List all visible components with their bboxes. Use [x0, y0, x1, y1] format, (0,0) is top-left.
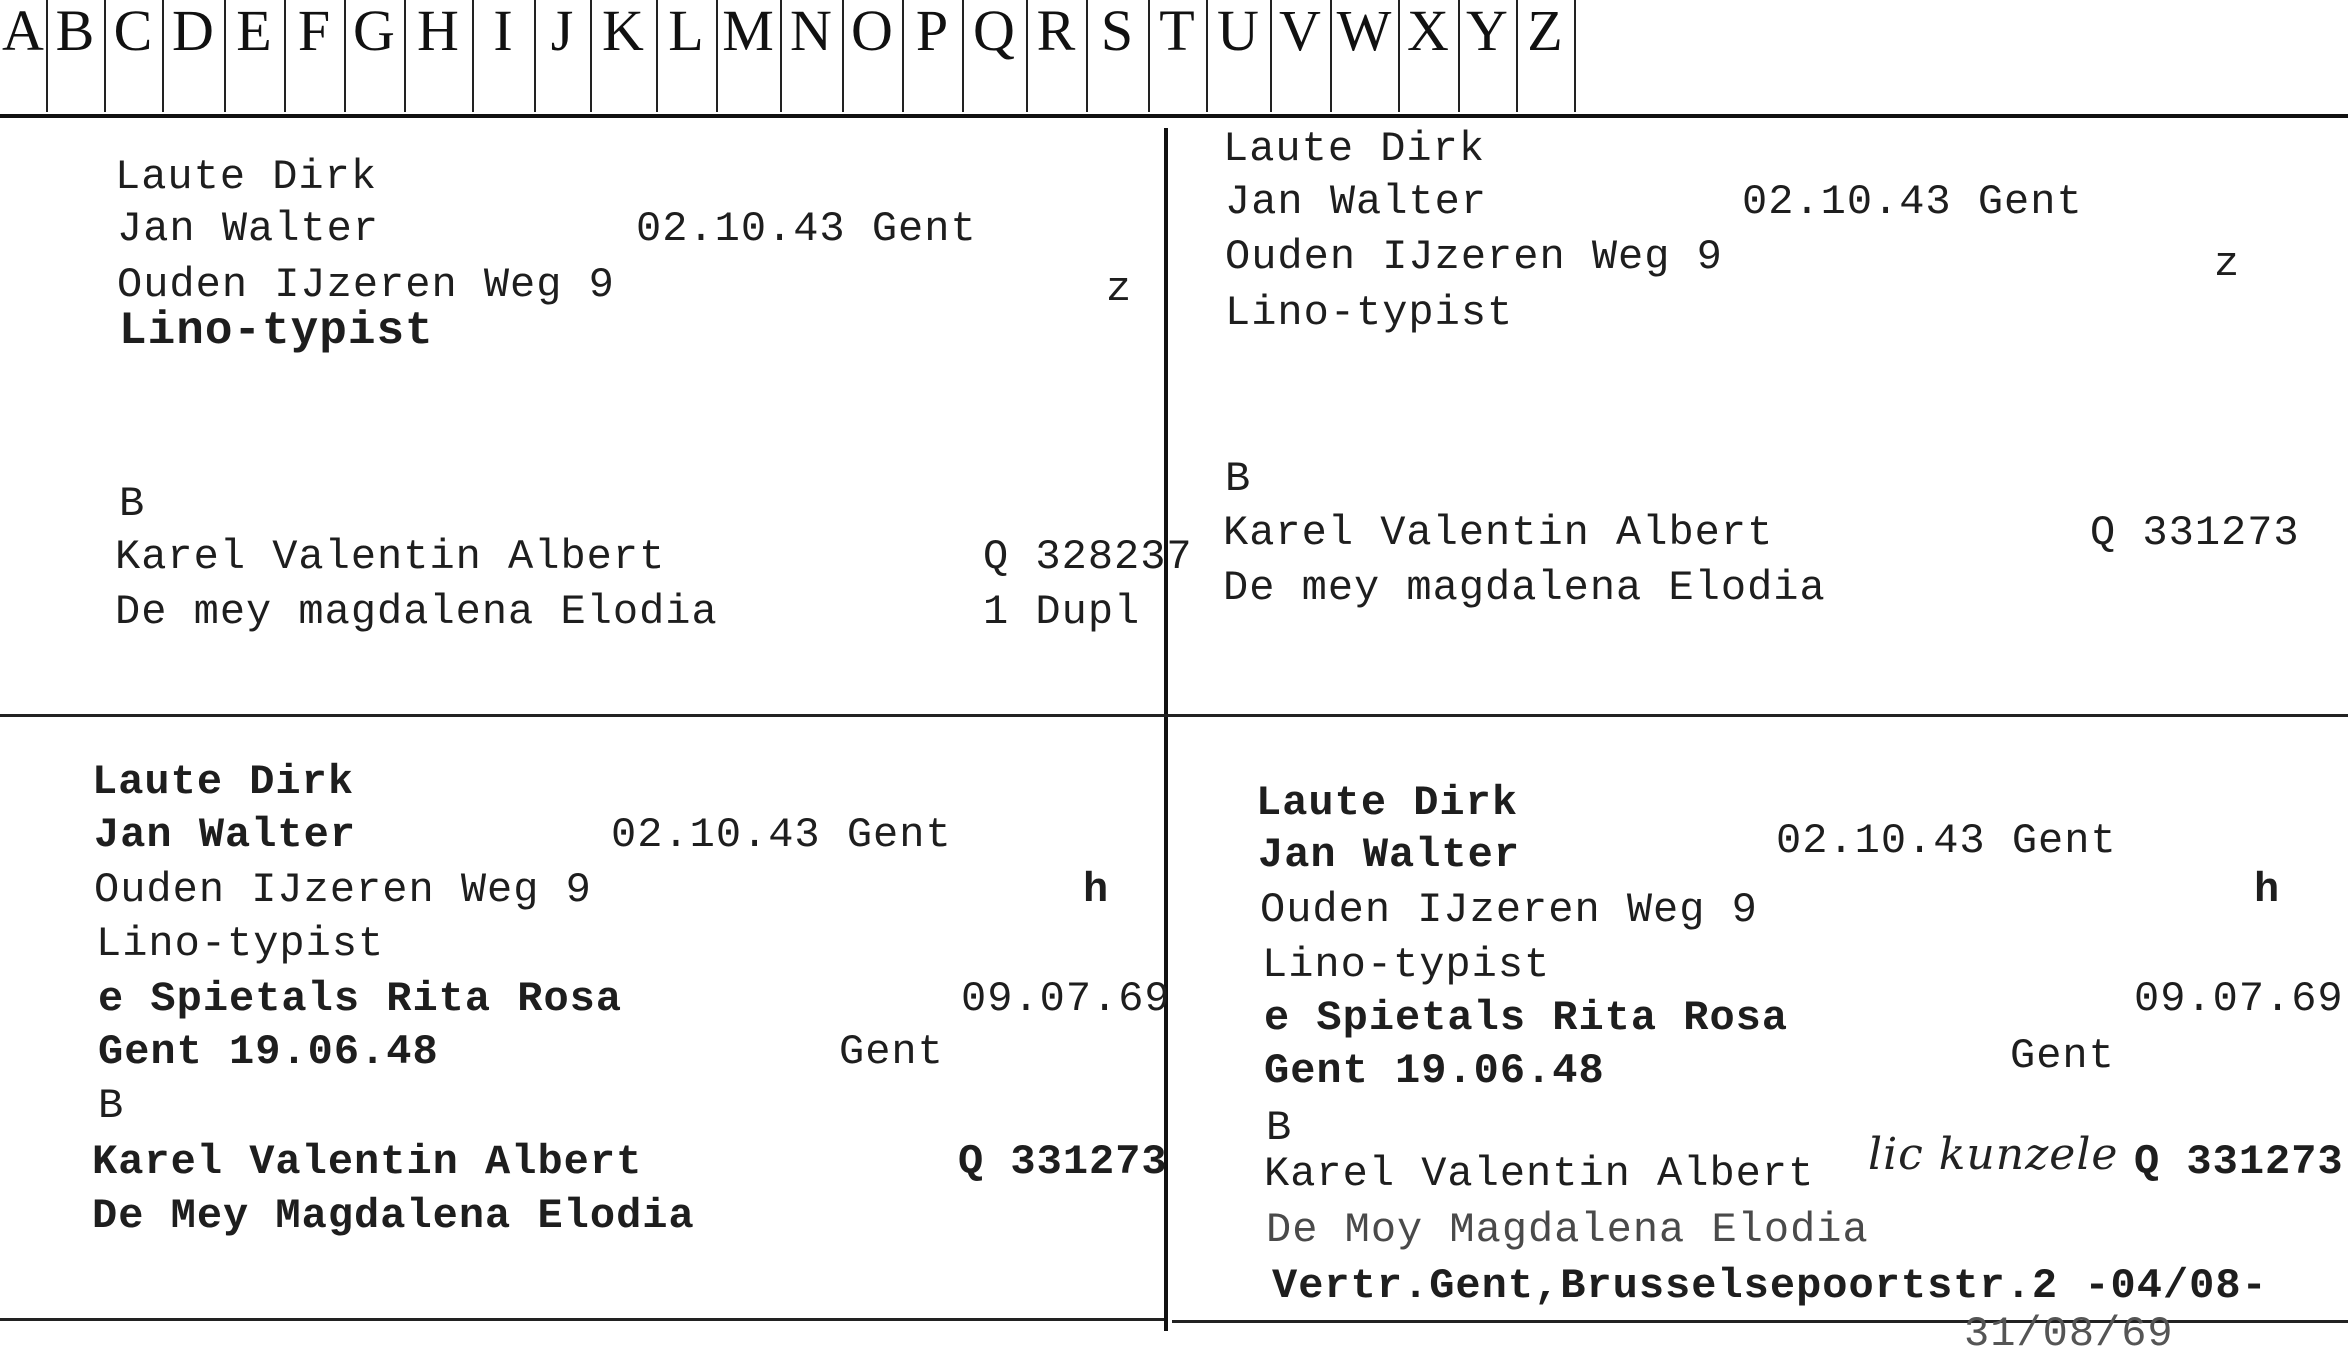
mother-name: De mey magdalena Elodia [115, 588, 718, 636]
father-name: Karel Valentin Albert [115, 533, 666, 581]
index-letter-cell [656, 0, 716, 112]
index-letter: V [1279, 0, 1321, 63]
status-letter: B [98, 1082, 125, 1130]
index-letter: Y [1466, 0, 1508, 63]
index-letter: B [55, 0, 95, 63]
index-letter: K [602, 0, 644, 63]
index-letter: P [915, 0, 949, 63]
index-letter: A [2, 0, 44, 63]
code-letter: z [2214, 240, 2241, 288]
index-letter: C [113, 0, 153, 63]
index-letter-cell [962, 0, 1026, 112]
address: Ouden IJzeren Weg 9 [94, 866, 592, 914]
code-letter: z [1106, 265, 1133, 313]
index-letter-cell [590, 0, 656, 112]
given-names: Jan Walter [1258, 831, 1521, 879]
occupation: Lino-typist [119, 305, 434, 357]
index-letter-cell [284, 0, 344, 112]
marriage-date: 09.07.69 [961, 975, 1171, 1023]
marriage-date: 09.07.69 [2134, 975, 2344, 1023]
index-letter: R [1036, 0, 1076, 63]
status-letter: B [1225, 455, 1252, 503]
index-letter: N [790, 0, 832, 63]
mother-name: De Moy Magdalena Elodia [1266, 1206, 1869, 1254]
spouse-birth: Gent 19.06.48 [1264, 1047, 1605, 1095]
index-letter-cell [104, 0, 162, 112]
birth-date-place: 02.10.43 Gent [611, 811, 952, 859]
index-letter: G [353, 0, 395, 63]
address: Ouden IJzeren Weg 9 [117, 261, 615, 309]
father-name: Karel Valentin Albert [1223, 509, 1774, 557]
index-letter-cell [1516, 0, 1574, 112]
index-letter-cell [1398, 0, 1458, 112]
index-letter-cell [46, 0, 104, 112]
index-letter-cell [162, 0, 224, 112]
occupation: Lino-typist [96, 920, 385, 968]
index-letter-cell [0, 0, 46, 112]
surname: Laute Dirk [1256, 779, 1519, 827]
mother-name: De Mey Magdalena Elodia [92, 1192, 695, 1240]
index-letter: F [297, 0, 331, 63]
birth-date-place: 02.10.43 Gent [1776, 817, 2117, 865]
status-letter: B [119, 480, 146, 528]
index-letter-cell [1086, 0, 1148, 112]
address: Ouden IJzeren Weg 9 [1260, 886, 1758, 934]
index-letter: E [236, 0, 272, 63]
handwritten-annotation: lic kunzele [1868, 1129, 2119, 1180]
surname: Laute Dirk [92, 758, 355, 806]
marriage-place: Gent [2010, 1032, 2115, 1080]
status-letter: B [1266, 1104, 1293, 1152]
index-letter-cell [1330, 0, 1398, 112]
departure-note: Vertr.Gent,Brusselsepoortstr.2 -04/08- [1272, 1262, 2268, 1310]
record-card [0, 118, 1193, 714]
father-name: Karel Valentin Albert [1264, 1150, 1815, 1198]
surname: Laute Dirk [115, 153, 378, 201]
index-letter-cell [534, 0, 590, 112]
index-letter-cell [1148, 0, 1206, 112]
record-card [1168, 118, 2348, 714]
index-letter-cell [902, 0, 962, 112]
marriage-place: Gent [839, 1028, 944, 1076]
index-letter: J [550, 0, 574, 63]
given-names: Jan Walter [1225, 178, 1488, 226]
birth-date-place: 02.10.43 Gent [1742, 178, 2083, 226]
duplicate-note: 1 Dupl [983, 588, 1141, 636]
register-number: Q 331273 [2090, 509, 2300, 557]
spouse-name: e Spietals Rita Rosa [98, 975, 623, 1023]
index-letter: Z [1527, 0, 1563, 63]
departure-date-partial: 31/08/69 [1964, 1310, 2174, 1358]
index-letter: L [668, 0, 704, 63]
alphabet-index-bar [0, 0, 2348, 118]
record-card [0, 717, 1171, 1317]
index-divider [1574, 0, 1576, 112]
index-letter: T [1159, 0, 1195, 63]
register-number: Q 331273 [2134, 1138, 2344, 1186]
index-letter: H [417, 0, 459, 63]
code-letter: h [2254, 866, 2281, 914]
spouse-name: e Spietals Rita Rosa [1264, 994, 1789, 1042]
register-number: Q 331273 [958, 1138, 1168, 1186]
address: Ouden IJzeren Weg 9 [1225, 233, 1723, 281]
code-letter: h [1083, 866, 1110, 914]
index-letter-cell [344, 0, 404, 112]
index-letter: M [722, 0, 774, 63]
index-letter-cell [472, 0, 534, 112]
index-letter: U [1217, 0, 1259, 63]
occupation: Lino-typist [1225, 289, 1514, 337]
index-letter-cell [716, 0, 780, 112]
index-letter-cell [404, 0, 472, 112]
record-card [1168, 717, 2348, 1358]
father-name: Karel Valentin Albert [92, 1138, 643, 1186]
spouse-birth: Gent 19.06.48 [98, 1028, 439, 1076]
occupation: Lino-typist [1262, 941, 1551, 989]
surname: Laute Dirk [1223, 125, 1486, 173]
register-number: Q 328237 [983, 533, 1193, 581]
index-letter: S [1100, 0, 1134, 63]
given-names: Jan Walter [94, 811, 357, 859]
index-letter: X [1407, 0, 1449, 63]
index-letter-cell [1458, 0, 1516, 112]
index-letter: I [493, 0, 513, 63]
index-letter: Q [973, 0, 1015, 63]
birth-date-place: 02.10.43 Gent [636, 205, 977, 253]
index-letter: O [851, 0, 893, 63]
given-names: Jan Walter [117, 205, 380, 253]
index-letter-cell [780, 0, 842, 112]
index-letter-cell [1270, 0, 1330, 112]
index-letter: D [172, 0, 214, 63]
index-letter-cell [1206, 0, 1270, 112]
index-letter-cell [842, 0, 902, 112]
mother-name: De mey magdalena Elodia [1223, 564, 1826, 612]
card-bottom-edge [0, 1318, 1164, 1321]
index-letter: W [1336, 0, 1392, 63]
index-letter-cell [224, 0, 284, 112]
index-letter-cell [1026, 0, 1086, 112]
